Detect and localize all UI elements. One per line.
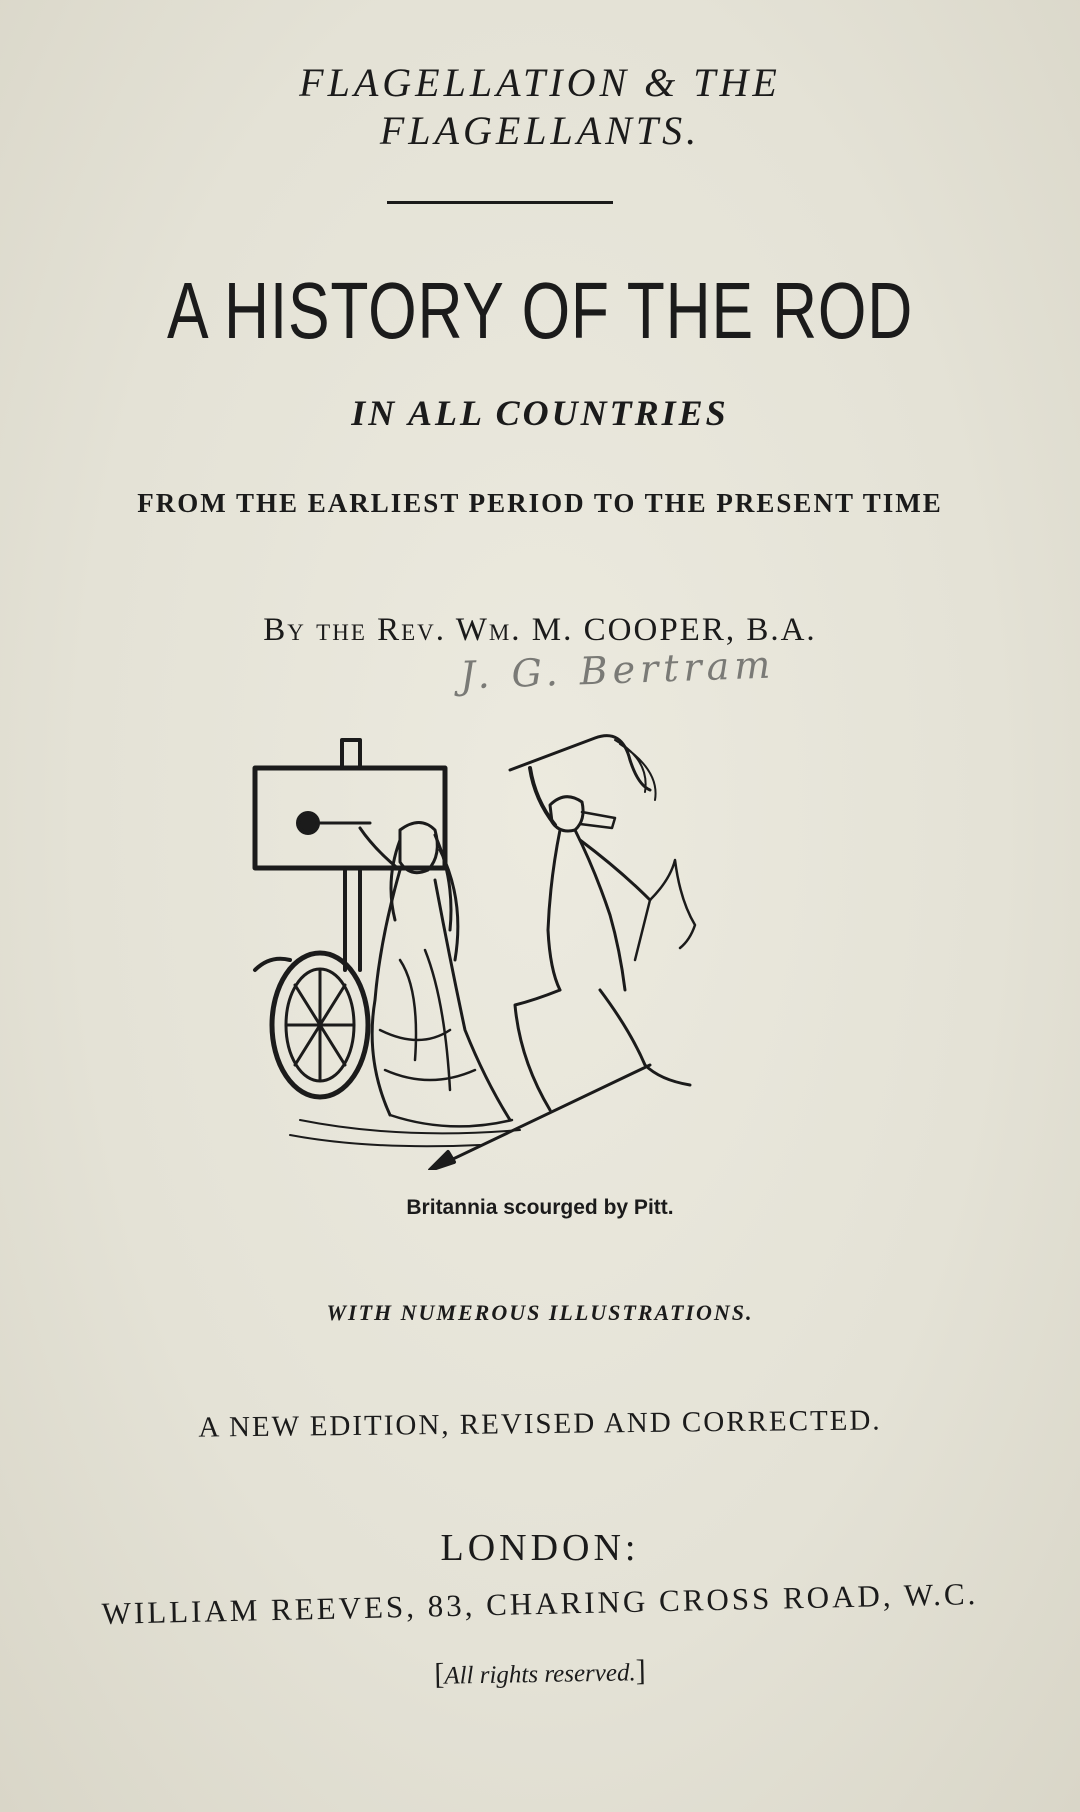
pitt-leg-front — [600, 990, 690, 1085]
pillory-post — [345, 868, 360, 970]
author-line: By the Rev. Wm. M. COOPER, B.A. — [263, 612, 817, 648]
pillory-board — [255, 768, 445, 868]
pitt-lower-arm — [580, 840, 650, 900]
britannia-head — [400, 823, 437, 873]
pitt-body — [548, 830, 625, 990]
handwritten-signature: J. G. Bertram — [459, 642, 776, 698]
title-divider — [387, 201, 613, 204]
frontispiece-illustration — [250, 730, 810, 1170]
britannia-robe — [380, 950, 512, 1126]
publication-place: LONDON: — [440, 1527, 640, 1569]
rights-bracket-close: ] — [635, 1654, 646, 1688]
pitt-head — [550, 797, 583, 831]
publisher-line: WILLIAM REEVES, 83, CHARING CROSS ROAD, W.C. — [101, 1576, 979, 1631]
series-title-line-2: FLAGELLANTS. — [379, 108, 701, 153]
rights-text: All rights reserved. — [444, 1659, 636, 1690]
period-line: FROM THE EARLIEST PERIOD TO THE PRESENT TIME — [137, 488, 943, 518]
series-title-line-1: FLAGELLATION & THE — [299, 60, 781, 105]
main-title: A HISTORY OF THE ROD — [166, 266, 914, 355]
illustrations-note: WITH NUMEROUS ILLUSTRATIONS. — [326, 1300, 754, 1325]
pitt-leg-back — [515, 990, 560, 1110]
pillory-hole — [298, 813, 318, 833]
pillory-top-post — [342, 740, 360, 768]
illustration-caption: Britannia scourged by Pitt. — [406, 1196, 674, 1219]
edition-line: A NEW EDITION, REVISED AND CORRECTED. — [198, 1404, 882, 1444]
rights-bracket-open: [ — [434, 1657, 445, 1691]
rights-notice — [0, 1647, 1080, 1700]
fallen-spear — [430, 1065, 650, 1170]
subtitle: IN ALL COUNTRIES — [351, 393, 729, 433]
britannia-arm — [360, 828, 400, 870]
